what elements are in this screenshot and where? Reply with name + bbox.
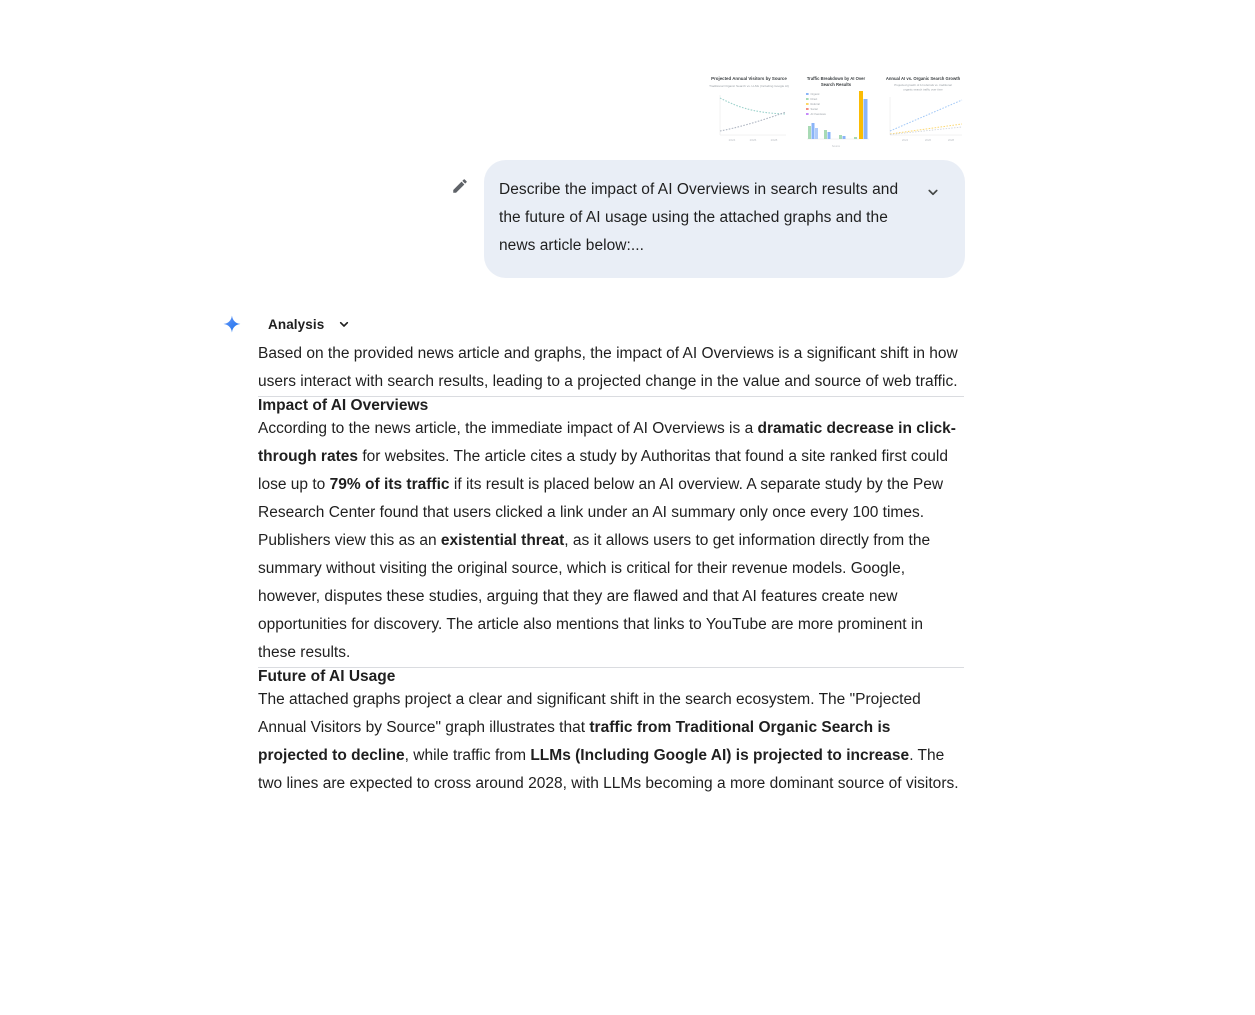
gemini-sparkle-icon	[220, 312, 244, 336]
svg-text:2024: 2024	[728, 138, 736, 142]
user-prompt-text: Describe the impact of AI Overviews in search results and the future of AI usage using the attached graphs and the news article below:...	[499, 181, 899, 254]
attachment-thumbnail[interactable]	[799, 67, 873, 151]
edit-prompt-button[interactable]	[444, 170, 476, 202]
intro-paragraph: Based on the provided news article and graphs, the impact of AI Overviews is a significant shift in how users interact with search results, leading to a projected change in the value and source of web traffic.	[258, 345, 958, 390]
svg-text:Annual AI vs. Organic Search G: Annual AI vs. Organic Search Growth	[885, 76, 961, 81]
svg-text:2024: 2024	[901, 138, 909, 142]
svg-text:organic search traffic over ti: organic search traffic over time	[903, 87, 943, 92]
toggle-analysis-button[interactable]	[334, 314, 354, 334]
ai-vs-traditional-search-growth-chart-icon	[880, 67, 966, 151]
section-paragraph: The attached graphs project a clear and significant shift in the search ecosystem. The "Projected Annual Visitors by Source" graph illustrates that traffic from Traditional Organic Search is projected to decline, while traffic from LLMs (Including Google AI) is projected to increase. The two lines are expected to cross around 2028, with LLMs becoming a more dominant source of visitors.	[258, 691, 959, 792]
model-response	[258, 308, 964, 798]
pencil-icon	[451, 177, 469, 195]
svg-text:Source: Source	[831, 145, 841, 148]
attached-thumbnails	[706, 67, 965, 151]
svg-text:2026: 2026	[749, 138, 757, 142]
svg-text:Social: Social	[810, 108, 818, 111]
svg-text:AI Overviews: AI Overviews	[810, 113, 826, 116]
svg-text:Organic: Organic	[810, 93, 820, 96]
svg-text:Search Results: Search Results	[820, 82, 852, 87]
chevron-down-icon	[924, 183, 942, 201]
svg-text:2028: 2028	[770, 138, 778, 142]
attachment-thumbnail[interactable]	[880, 67, 966, 151]
projected-annual-visitors-by-source-chart-icon	[706, 67, 792, 151]
user-prompt-bubble[interactable]	[484, 160, 965, 278]
svg-text:Direct: Direct	[810, 98, 818, 101]
section-heading: Future of AI Usage	[258, 668, 396, 685]
traffic-breakdown-by-search-result-chart-icon	[799, 67, 873, 151]
svg-text:2026: 2026	[924, 138, 932, 142]
svg-text:Traditional Organic Search vs.: Traditional Organic Search vs. LLMs (Including Google AI)	[709, 84, 789, 88]
svg-text:Referral: Referral	[810, 103, 820, 106]
svg-text:Projected Annual Visitors by S: Projected Annual Visitors by Source	[711, 76, 787, 81]
user-prompt-row	[444, 160, 965, 278]
section-heading: Impact of AI Overviews	[258, 397, 429, 414]
expand-prompt-button[interactable]	[921, 180, 945, 204]
analysis-header	[210, 308, 964, 340]
svg-text:Traffic Breakdown by AI Over: Traffic Breakdown by AI Over	[806, 76, 866, 81]
attachment-thumbnail[interactable]	[706, 67, 792, 151]
svg-text:2028: 2028	[947, 138, 955, 142]
svg-text:Projected growth of AI referra: Projected growth of AI referrals vs. traditional	[894, 83, 952, 87]
analysis-label: Analysis	[268, 316, 325, 332]
section-paragraph: According to the news article, the immediate impact of AI Overviews is a dramatic decrease in click-through rates for websites. The article cites a study by Authoritas that found a site ranked first could lose up to 79% of its traffic if its result is placed below an AI overview. A separate study by the Pew Research Center found that users clicked a link under an AI summary only once every 100 times. Publishers view this as an existential threat, as it allows users to get information directly from the summary without visiting the original source, which is critical for their revenue models. Google, however, disputes these studies, arguing that they are flawed and that AI features create new opportunities for discovery. The article also mentions that links to YouTube are more prominent in these results.	[258, 420, 956, 661]
chevron-down-icon	[336, 316, 352, 332]
